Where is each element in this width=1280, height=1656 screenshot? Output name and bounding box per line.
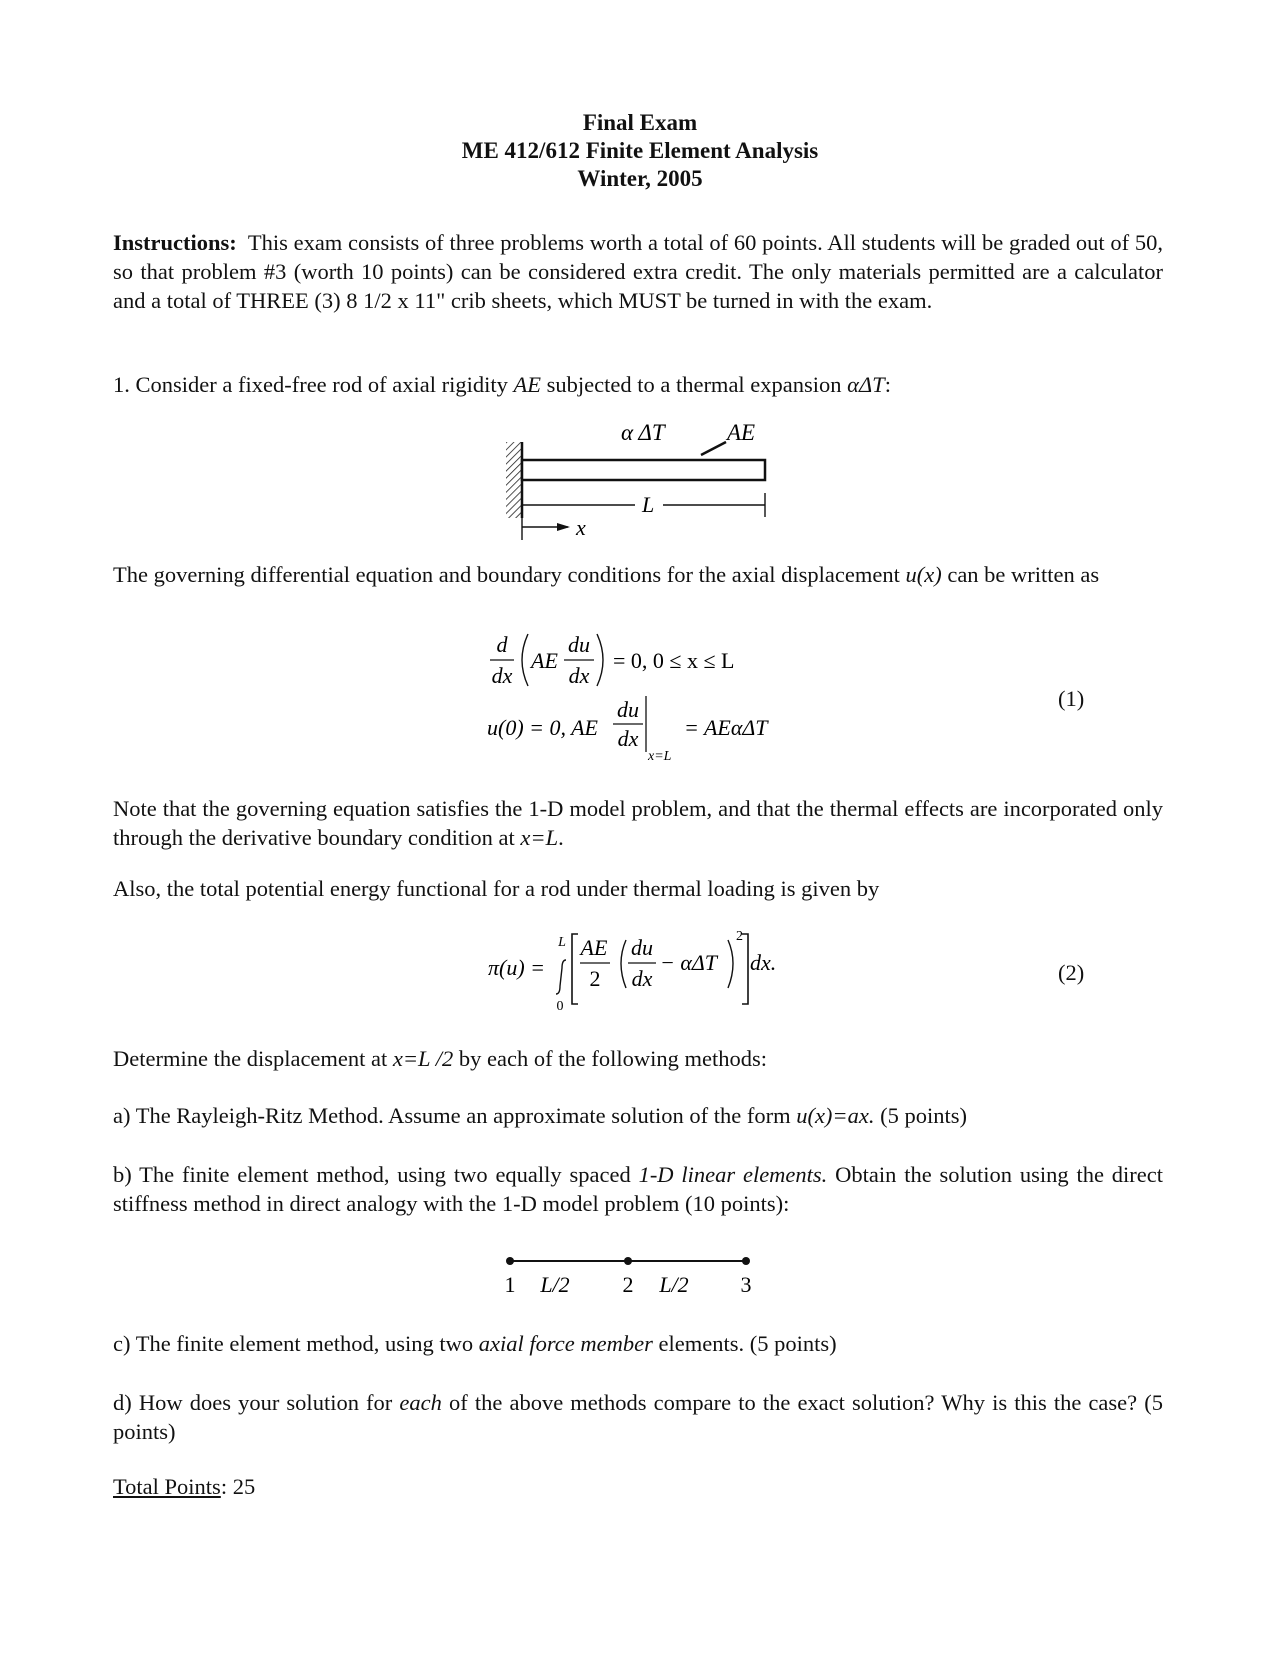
note-paragraph: Note that the governing equation satisfies the 1-D model problem, and that the thermal effects are incorporated only through the derivative boundary condition at x=L. — [113, 796, 1163, 850]
node-1-label: 1 — [504, 1272, 516, 1297]
rod — [522, 460, 765, 480]
mesh-figure — [500, 1255, 760, 1305]
equation-1-number: (1) — [1058, 686, 1085, 711]
node-2 — [624, 1257, 632, 1265]
term-title: Winter, 2005 — [577, 166, 703, 191]
part-b: b) The finite element method, using two equally spaced 1-D linear elements. Obtain the solution using the direct stiffness method in direct analogy with the 1-D model problem (10 points): — [113, 1162, 1163, 1216]
part-a: a) The Rayleigh-Ritz Method. Assume an approximate solution of the form u(x)=ax. (5 points) — [113, 1103, 967, 1128]
node-2-label: 2 — [622, 1272, 634, 1297]
also-text: Also, the total potential energy functional for a rod under thermal loading is given by — [113, 876, 880, 901]
ae-label: AE — [727, 420, 756, 445]
governing-paragraph: The governing differential equation and boundary conditions for the axial displacement u(x) can be written as — [113, 562, 1100, 587]
total-points-value: : 25 — [220, 1474, 256, 1499]
svg-text:AE: AE — [531, 648, 558, 673]
svg-text:du: du — [568, 632, 590, 657]
svg-text:L: L — [558, 935, 566, 950]
svg-text:2: 2 — [736, 929, 743, 944]
svg-text:π(u) =: π(u) = — [488, 955, 546, 980]
svg-text:dx: dx — [491, 663, 513, 688]
svg-text:x=L: x=L — [648, 749, 672, 764]
svg-text:0: 0 — [556, 999, 564, 1014]
total-points-label: Total Points — [113, 1474, 221, 1499]
determine-text: Determine the displacement at x=L /2 by each of the following methods: — [113, 1046, 767, 1071]
instructions-text: This exam consists of three problems worth a total of 60 points. All students will be graded out of 50, so that problem #3 (worth 10 points) can be considered extra credit. The only materials permitted are a calculator and a total of THREE (3) 8 1/2 x 11" crib sheets, which MUST be turned in with the exam. — [113, 230, 1163, 313]
exam-title: Final Exam — [582, 110, 698, 135]
svg-text:du: du — [617, 697, 639, 722]
part-d: d) How does your solution for each of the above methods compare to the exact solution? Why is this the case? (5 points) — [113, 1390, 1163, 1444]
svg-text:dx: dx — [617, 726, 639, 751]
svg-text:u(0) = 0, AE: u(0) = 0, AE — [487, 715, 598, 740]
svg-text:AE: AE — [580, 935, 608, 960]
svg-text:= AEαΔT: = AEαΔT — [684, 715, 768, 740]
node-1 — [506, 1257, 514, 1265]
element-2-label: L/2 — [659, 1272, 689, 1297]
node-3-label: 3 — [740, 1272, 752, 1297]
rod-figure — [500, 420, 780, 540]
svg-text:− αΔT: − αΔT — [660, 950, 718, 975]
instructions-label: Instructions: — [113, 230, 237, 255]
svg-text:d: d — [496, 632, 508, 657]
equation-2-number: (2) — [1058, 960, 1085, 985]
total-points — [113, 1474, 255, 1500]
ae-leader-line — [701, 442, 726, 455]
x-axis-label: x — [576, 515, 586, 540]
svg-text:dx: dx — [568, 663, 590, 688]
element-1-label: L/2 — [540, 1272, 570, 1297]
equation-1 — [470, 630, 800, 764]
part-c: c) The finite element method, using two axial force member elements. (5 points) — [113, 1331, 837, 1356]
length-label: L — [642, 492, 655, 517]
svg-text:du: du — [631, 935, 653, 960]
svg-text:dx.: dx. — [750, 950, 777, 975]
course-title: ME 412/612 Finite Element Analysis — [461, 138, 819, 163]
svg-text:dx: dx — [631, 966, 653, 991]
problem-1-intro: 1. Consider a fixed-free rod of axial rigidity AE subjected to a thermal expansion αΔT: — [113, 372, 891, 397]
fixed-support-hatch — [506, 442, 522, 518]
x-axis-arrowhead — [557, 523, 570, 531]
node-3 — [742, 1257, 750, 1265]
equation-2 — [488, 929, 808, 1014]
svg-text:= 0, 0 ≤ x ≤ L: = 0, 0 ≤ x ≤ L — [613, 648, 735, 673]
instructions-paragraph — [113, 228, 1163, 315]
svg-text:2: 2 — [589, 966, 601, 991]
alpha-delta-t-label: α ΔT — [621, 420, 665, 445]
